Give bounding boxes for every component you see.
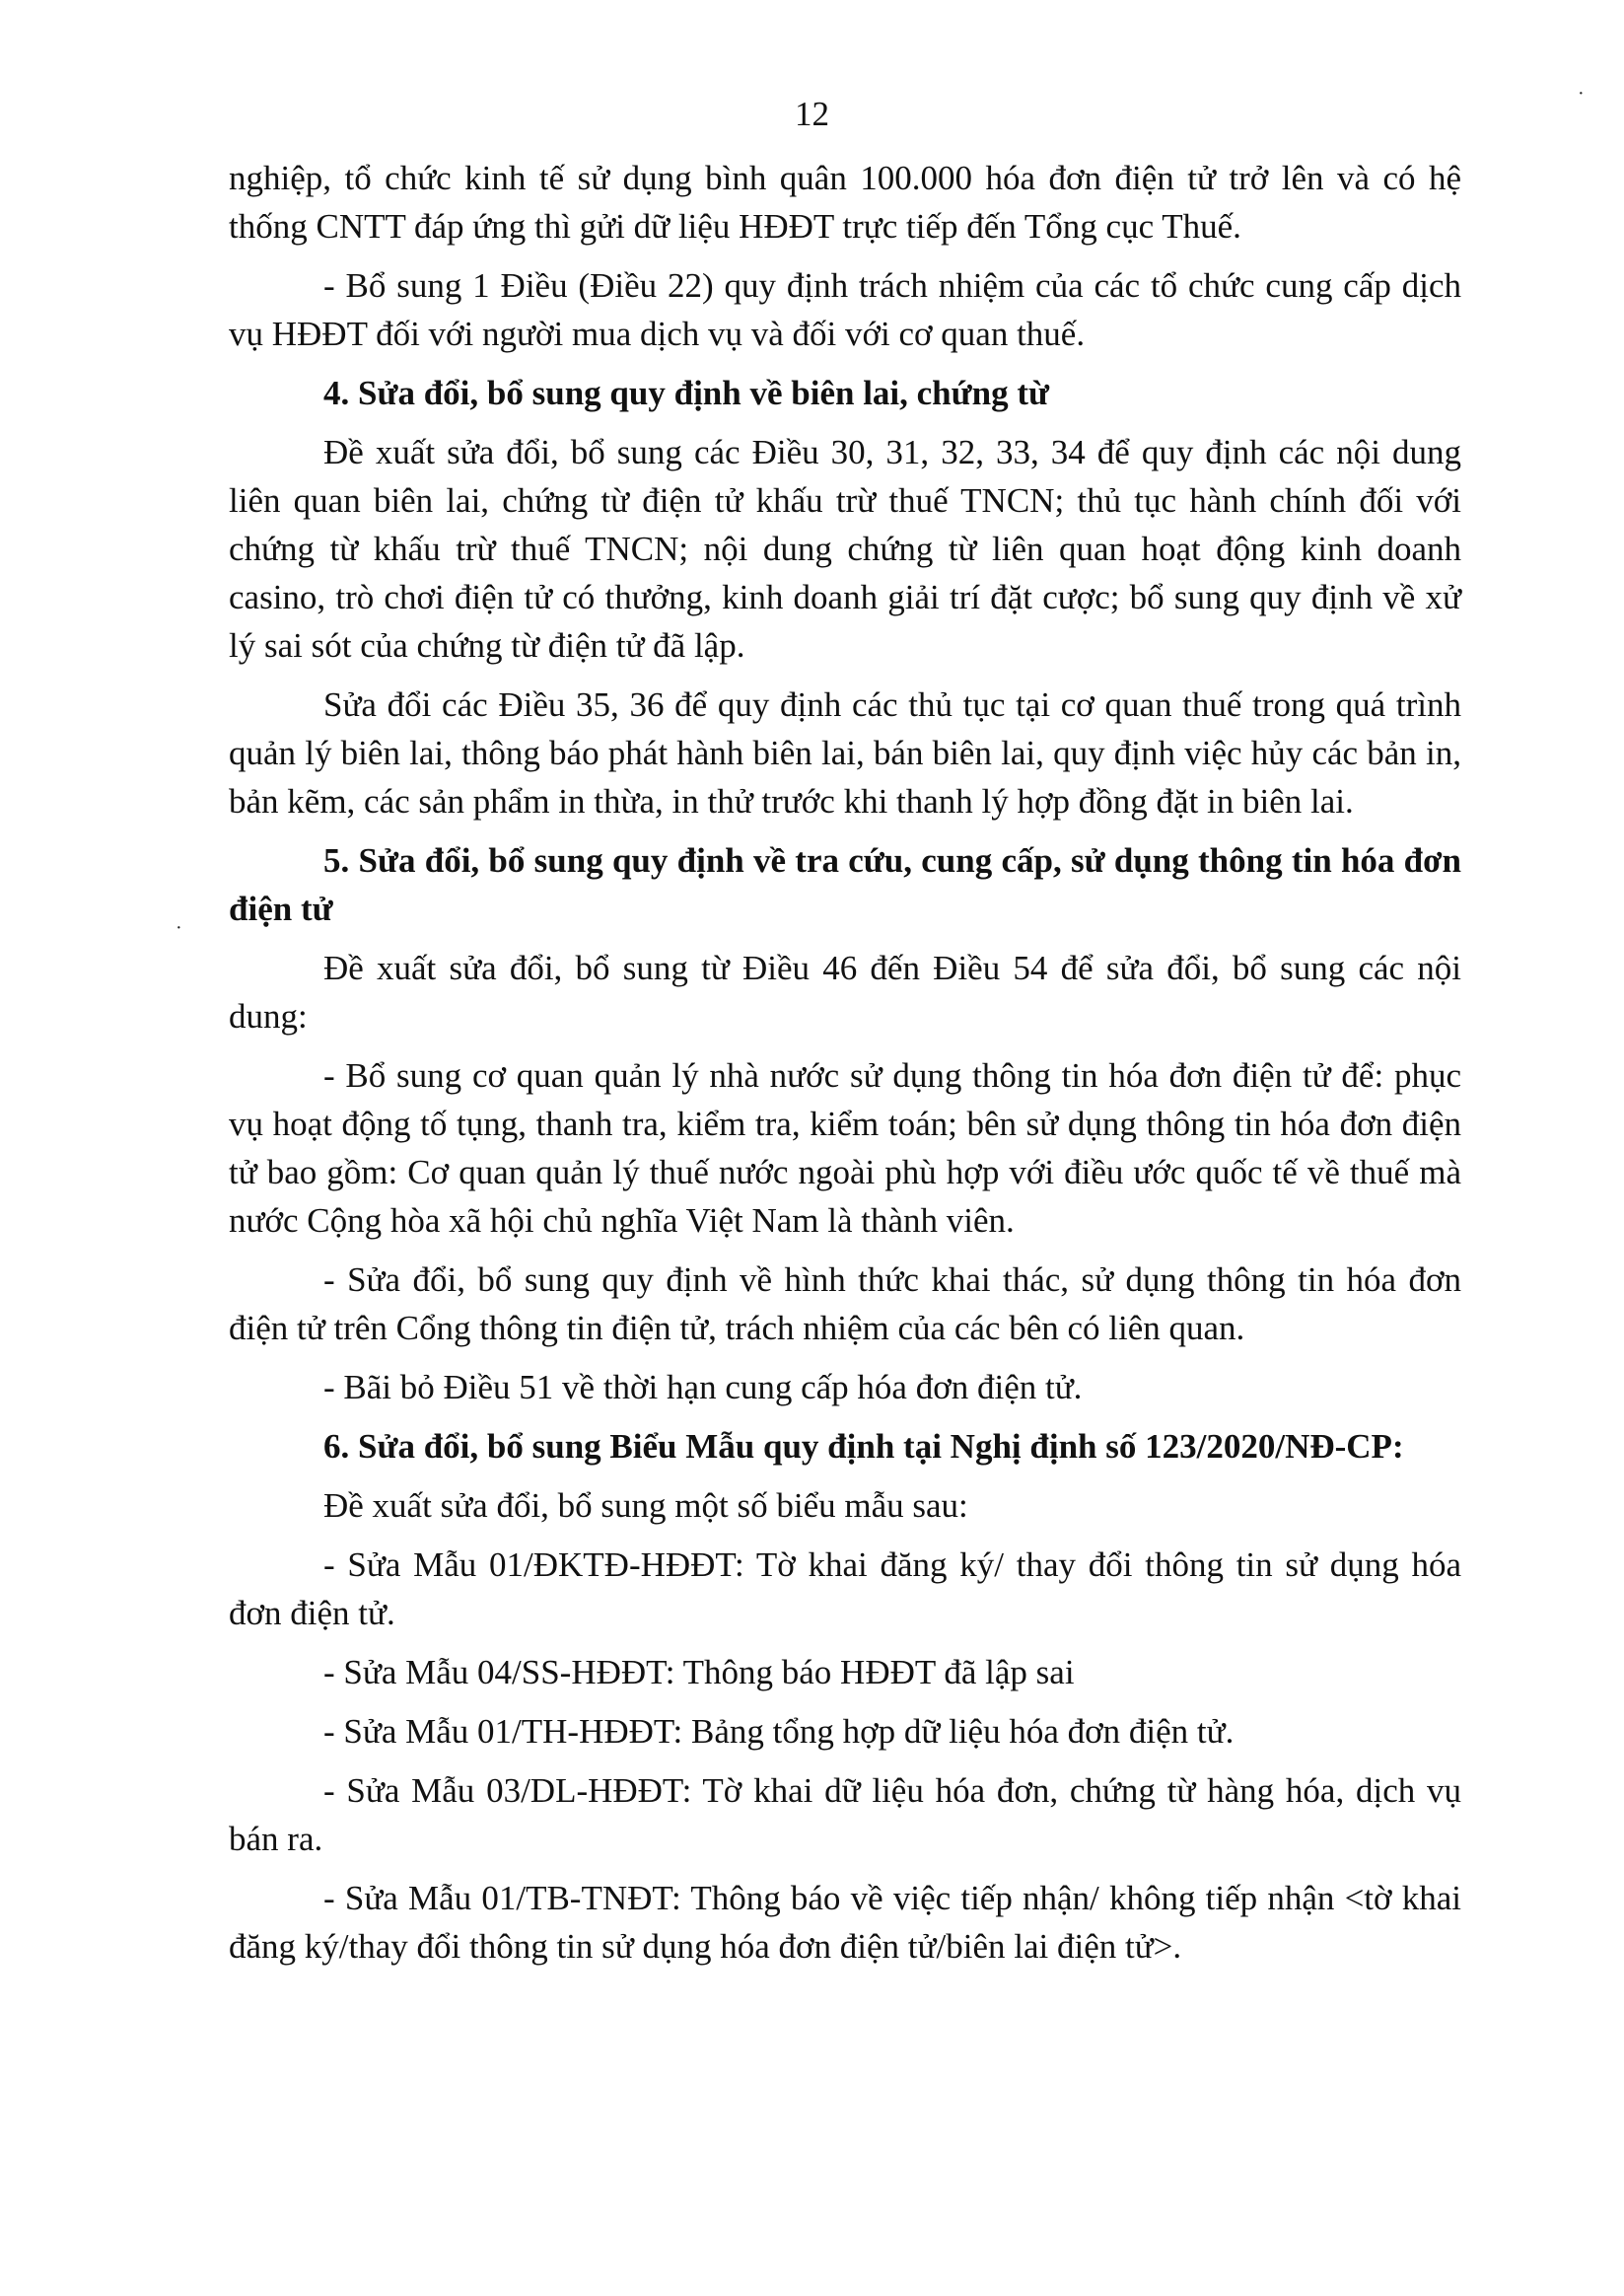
page-number: 12 bbox=[795, 95, 829, 133]
paragraph: - Sửa Mẫu 01/TH-HĐĐT: Bảng tổng hợp dữ liệu hóa đơn điện tử. bbox=[323, 1712, 1235, 1751]
paragraph: Đề xuất sửa đổi, bổ sung từ Điều 46 đến Điều 54 để sửa đổi, bổ sung các nội dung: bbox=[229, 949, 1461, 1036]
scan-speck: · bbox=[1578, 83, 1585, 105]
paragraph: - Bổ sung 1 Điều (Điều 22) quy định trách nhiệm của các tổ chức cung cấp dịch vụ HĐĐT đối với người mua dịch vụ và đối với cơ quan thuế. bbox=[229, 266, 1461, 353]
paragraph: - Sửa Mẫu 01/TB-TNĐT: Thông báo về việc tiếp nhận/ không tiếp nhận <tờ khai đăng ký/thay đổi thông tin sử dụng hóa đơn điện tử/biên lai điện tử>. bbox=[229, 1879, 1461, 1966]
section-heading: 4. Sửa đổi, bổ sung quy định về biên lai, chứng từ bbox=[323, 374, 1050, 412]
paragraph: nghiệp, tổ chức kinh tế sử dụng bình quân 100.000 hóa đơn điện tử trở lên và có hệ thống CNTT đáp ứng thì gửi dữ liệu HĐĐT trực tiếp đến Tổng cục Thuế. bbox=[229, 159, 1461, 246]
paragraph: Đề xuất sửa đổi, bổ sung một số biểu mẫu sau: bbox=[323, 1486, 968, 1525]
section-heading: 5. Sửa đổi, bổ sung quy định về tra cứu, cung cấp, sử dụng thông tin hóa đơn điện tử bbox=[229, 841, 1461, 928]
paragraph: - Bổ sung cơ quan quản lý nhà nước sử dụng thông tin hóa đơn điện tử để: phục vụ hoạt động tố tụng, thanh tra, kiểm tra, kiểm toán; bên sử dụng thông tin hóa đơn điện tử bao gồm: Cơ quan quản lý thuế nước ngoài phù hợp với điều ước quốc tế về thuế mà nước Cộng hòa xã hội chủ nghĩa Việt Nam là thành viên. bbox=[229, 1056, 1461, 1240]
paragraph: - Bãi bỏ Điều 51 về thời hạn cung cấp hóa đơn điện tử. bbox=[323, 1368, 1083, 1406]
paragraph: Đề xuất sửa đổi, bổ sung các Điều 30, 31, 32, 33, 34 để quy định các nội dung liên quan biên lai, chứng từ điện tử khấu trừ thuế TNCN; thủ tục hành chính đối với chứng từ khấu trừ thuế TNCN; nội dung chứng từ liên quan hoạt động kinh doanh casino, trò chơi điện tử có thưởng, kinh doanh giải trí đặt cược; bổ sung quy định về xử lý sai sót của chứng từ điện tử đã lập. bbox=[229, 433, 1461, 665]
section-heading: 6. Sửa đổi, bổ sung Biểu Mẫu quy định tại Nghị định số 123/2020/NĐ-CP: bbox=[323, 1427, 1404, 1466]
paragraph: - Sửa đổi, bổ sung quy định về hình thức khai thác, sử dụng thông tin hóa đơn điện tử trên Cổng thông tin điện tử, trách nhiệm của các bên có liên quan. bbox=[229, 1260, 1461, 1347]
paragraph: - Sửa Mẫu 01/ĐKTĐ-HĐĐT: Tờ khai đăng ký/ thay đổi thông tin sử dụng hóa đơn điện tử. bbox=[229, 1545, 1461, 1632]
scan-speck: · bbox=[176, 917, 182, 939]
paragraph: Sửa đổi các Điều 35, 36 để quy định các thủ tục tại cơ quan thuế trong quá trình quản lý biên lai, thông báo phát hành biên lai, bán biên lai, quy định việc hủy các bản in, bản kẽm, các sản phẩm in thừa, in thử trước khi thanh lý hợp đồng đặt in biên lai. bbox=[229, 685, 1461, 821]
document-body bbox=[229, 154, 1461, 1981]
paragraph: - Sửa Mẫu 04/SS-HĐĐT: Thông báo HĐĐT đã lập sai bbox=[323, 1653, 1075, 1691]
paragraph: - Sửa Mẫu 03/DL-HĐĐT: Tờ khai dữ liệu hóa đơn, chứng từ hàng hóa, dịch vụ bán ra. bbox=[229, 1771, 1461, 1858]
